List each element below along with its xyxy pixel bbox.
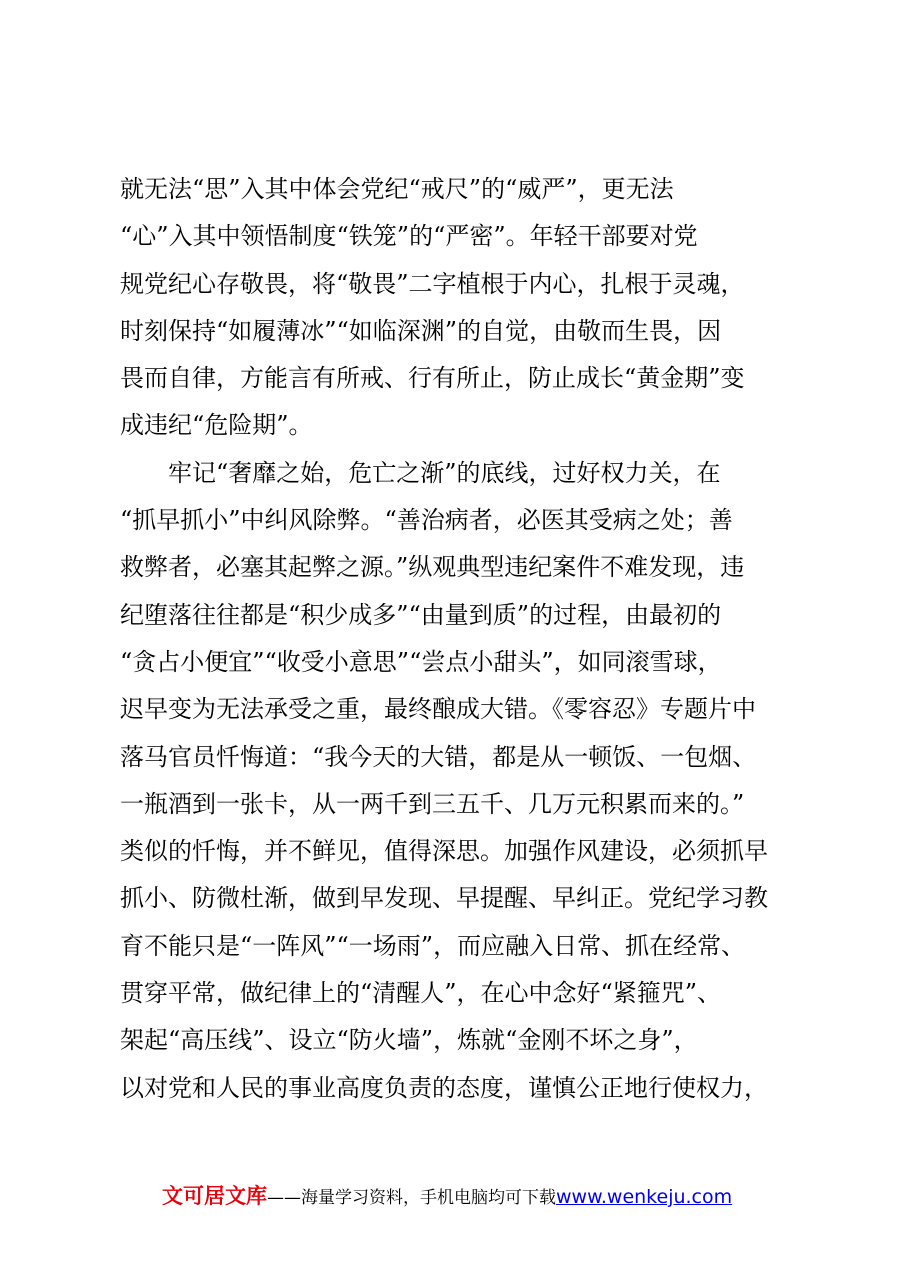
text-line: 贯穿平常，做纪律上的“清醒人”，在心中念好“紧箍咒”、 xyxy=(120,979,722,1008)
footer-link[interactable]: www.wenkeju.com xyxy=(556,1186,733,1208)
text-line: 牢记“奢靡之始，危亡之渐”的底线，过好权力关，在 xyxy=(120,458,721,487)
footer xyxy=(162,1180,782,1212)
text-line: 时刻保持“如履薄冰”“如临深渊”的自觉，由敬而生畏，因 xyxy=(120,316,722,345)
text-line: 规党纪心存敬畏，将“敬畏”二字植根于内心，扎根于灵魂， xyxy=(120,269,745,298)
text-line: 育不能只是“一阵风”“一场雨”，而应融入日常、抓在经常、 xyxy=(120,931,746,960)
text-line: 畏而自律，方能言有所戒、行有所止，防止成长“黄金期”变 xyxy=(120,364,745,393)
text-line: 救弊者，必塞其起弊之源。”纵观典型违纪案件不难发现，违 xyxy=(120,553,745,582)
footer-brand: 文可居文库 xyxy=(162,1184,267,1208)
text-line: “抓早抓小”中纠风除弊。“善治病者，必医其受病之处；善 xyxy=(120,506,733,535)
text-line: “心”入其中领悟制度“铁笼”的“严密”。年轻干部要对党 xyxy=(120,222,698,251)
text-line: 就无法“思”入其中体会党纪“戒尺”的“威严”，更无法 xyxy=(120,175,674,203)
text-line: 抓小、防微杜渐，做到早发现、早提醒、早纠正。党纪学习教 xyxy=(120,884,768,913)
text-line: 纪堕落往往都是“积少成多”“由量到质”的过程，由最初的 xyxy=(120,600,722,629)
text-line: 迟早变为无法承受之重，最终酿成大错。《零容忍》专题片中 xyxy=(120,695,756,724)
text-line: 一瓶酒到一张卡，从一两千到三五千、几万元积累而来的。” xyxy=(120,789,745,818)
text-line: 成违纪“危险期”。 xyxy=(120,411,313,440)
document-body xyxy=(120,166,820,1112)
text-line: 以对党和人民的事业高度负责的态度，谨慎公正地行使权力， xyxy=(120,1073,768,1102)
text-line: 落马官员忏悔道：“我今天的大错，都是从一顿饭、一包烟、 xyxy=(120,742,757,771)
footer-tagline: ——海量学习资料，手机电脑均可下载 xyxy=(267,1188,556,1208)
text-line: “贪占小便宜”“收受小意思”“尝点小甜头”，如同滚雪球， xyxy=(120,647,722,676)
text-line: 架起“高压线”、设立“防火墙”，炼就“金刚不坏之身”， xyxy=(120,1026,698,1055)
text-line: 类似的忏悔，并不鲜见，值得深思。加强作风建设，必须抓早 xyxy=(120,837,768,866)
